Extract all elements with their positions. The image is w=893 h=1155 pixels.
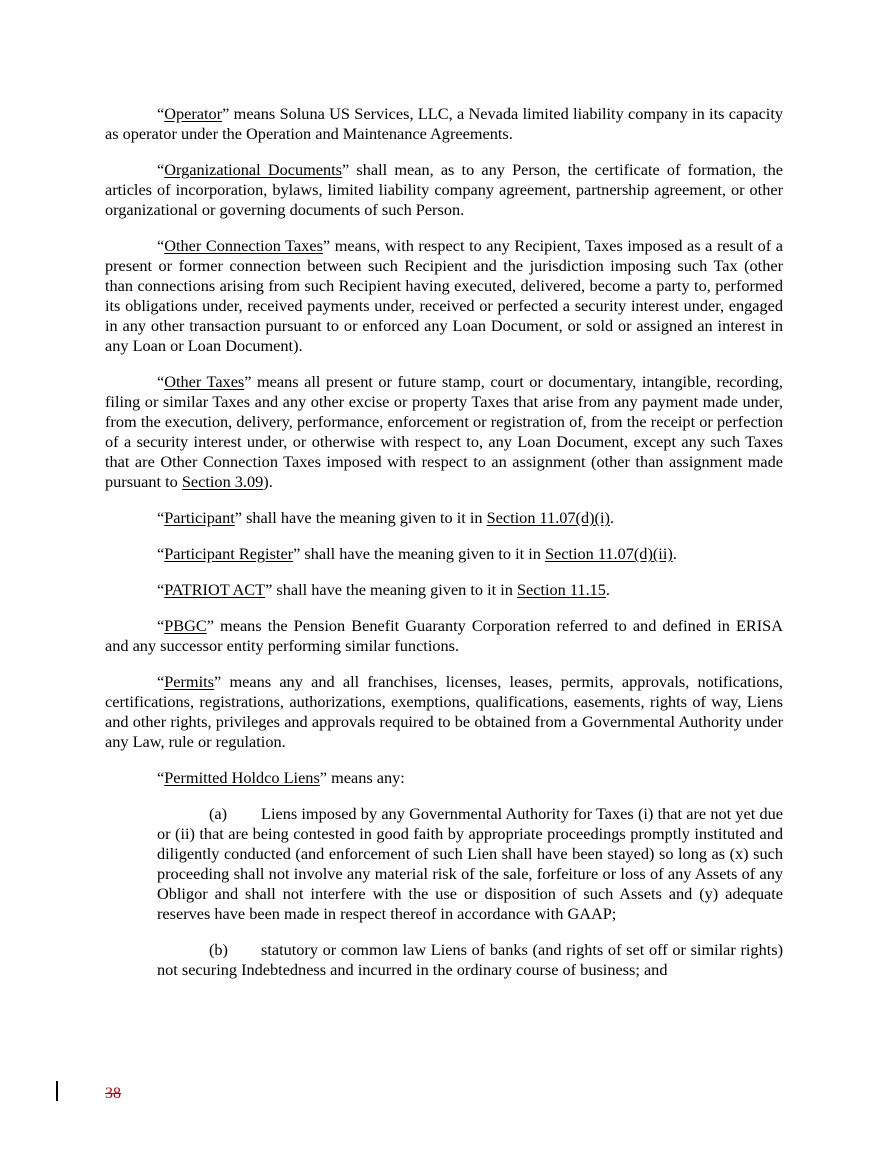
subitem-label: (b)	[209, 940, 228, 959]
document-body	[105, 104, 783, 996]
defined-term: Permits	[164, 672, 214, 691]
definition-permitted-holdco-liens: “Permitted Holdco Liens” means any:	[157, 768, 405, 787]
defined-term: Participant	[164, 508, 235, 527]
defined-term: PBGC	[164, 616, 207, 635]
definition-organizational-documents: “Organizational Documents” shall mean, as to any Person, the certificate of formation, the articles of incorporation, bylaws, limited liability company agreement, partnership agreement, or other organizational or governing documents of such Person.	[105, 160, 783, 219]
definition-participant: “Participant” shall have the meaning given to it in Section 11.07(d)(i).	[157, 508, 614, 527]
section-reference: Section 11.07(d)(ii)	[544, 544, 673, 563]
defined-term: PATRIOT ACT	[164, 580, 266, 599]
section-reference: Section 3.09	[181, 472, 264, 491]
defined-term: Operator	[164, 104, 223, 123]
defined-term: Other Taxes	[164, 372, 245, 391]
definition-other-taxes: “Other Taxes” means all present or future stamp, court or documentary, intangible, recording, filing or similar Taxes and any other excise or property Taxes that arise from any payment made under, from the execution, delivery, performance, enforcement or registration of, from the receipt or perfection of a security interest under, or otherwise with respect to, any Loan Document, except any such Taxes that are Other Connection Taxes imposed with respect to an assignment (other than assignment made pursuant to Section 3.09).	[105, 372, 783, 491]
definition-patriot-act: “PATRIOT ACT” shall have the meaning given to it in Section 11.15.	[157, 580, 610, 599]
subitem-a: (a) Liens imposed by any Governmental Authority for Taxes (i) that are not yet due or (ii) that are being contested in good faith by appropriate proceedings promptly instituted and diligently conducted (and enforcement of such Lien shall have been stayed) so long as (x) such proceeding shall not involve any material risk of the sale, forfeiture or loss of any Assets of any Obligor and shall not interfere with the use or disposition of such Assets and (y) adequate reserves have been made in respect thereof in accordance with GAAP;	[157, 804, 783, 923]
definition-pbgc: “PBGC” means the Pension Benefit Guaranty Corporation referred to and defined in ERISA and any successor entity performing similar functions.	[105, 616, 783, 655]
defined-term: Participant Register	[164, 544, 294, 563]
subitem-label: (a)	[209, 804, 228, 823]
definition-operator: “Operator” means Soluna US Services, LLC, a Nevada limited liability company in its capacity as operator under the Operation and Maintenance Agreements.	[105, 104, 783, 143]
subitem-b: (b) statutory or common law Liens of banks (and rights of set off or similar rights) not securing Indebtedness and incurred in the ordinary course of business; and	[157, 940, 783, 979]
section-reference: Section 11.15	[516, 580, 606, 599]
definition-other-connection-taxes: “Other Connection Taxes” means, with respect to any Recipient, Taxes imposed as a result of a present or former connection between such Recipient and the jurisdiction imposing such Tax (other than connections arising from such Recipient having executed, delivered, become a party to, performed its obligations under, received payments under, received or perfected a security interest under, engaged in any other transaction pursuant to or enforced any Loan Document, or sold or assigned an interest in any Loan or Loan Document).	[105, 236, 784, 355]
definition-participant-register: “Participant Register” shall have the meaning given to it in Section 11.07(d)(ii).	[157, 544, 677, 563]
defined-term: Permitted Holdco Liens	[164, 768, 320, 787]
page-number: 38	[105, 1085, 121, 1102]
defined-term: Organizational Documents	[164, 160, 343, 179]
definition-permits: “Permits” means any and all franchises, licenses, leases, permits, approvals, notifications, certifications, registrations, authorizations, exemptions, qualifications, easements, rights of way, Liens and other rights, privileges and approvals required to be obtained from a Governmental Authority under any Law, rule or regulation.	[105, 672, 783, 751]
change-bar	[56, 1081, 58, 1101]
defined-term: Other Connection Taxes	[164, 236, 323, 255]
section-reference: Section 11.07(d)(i)	[486, 508, 610, 527]
